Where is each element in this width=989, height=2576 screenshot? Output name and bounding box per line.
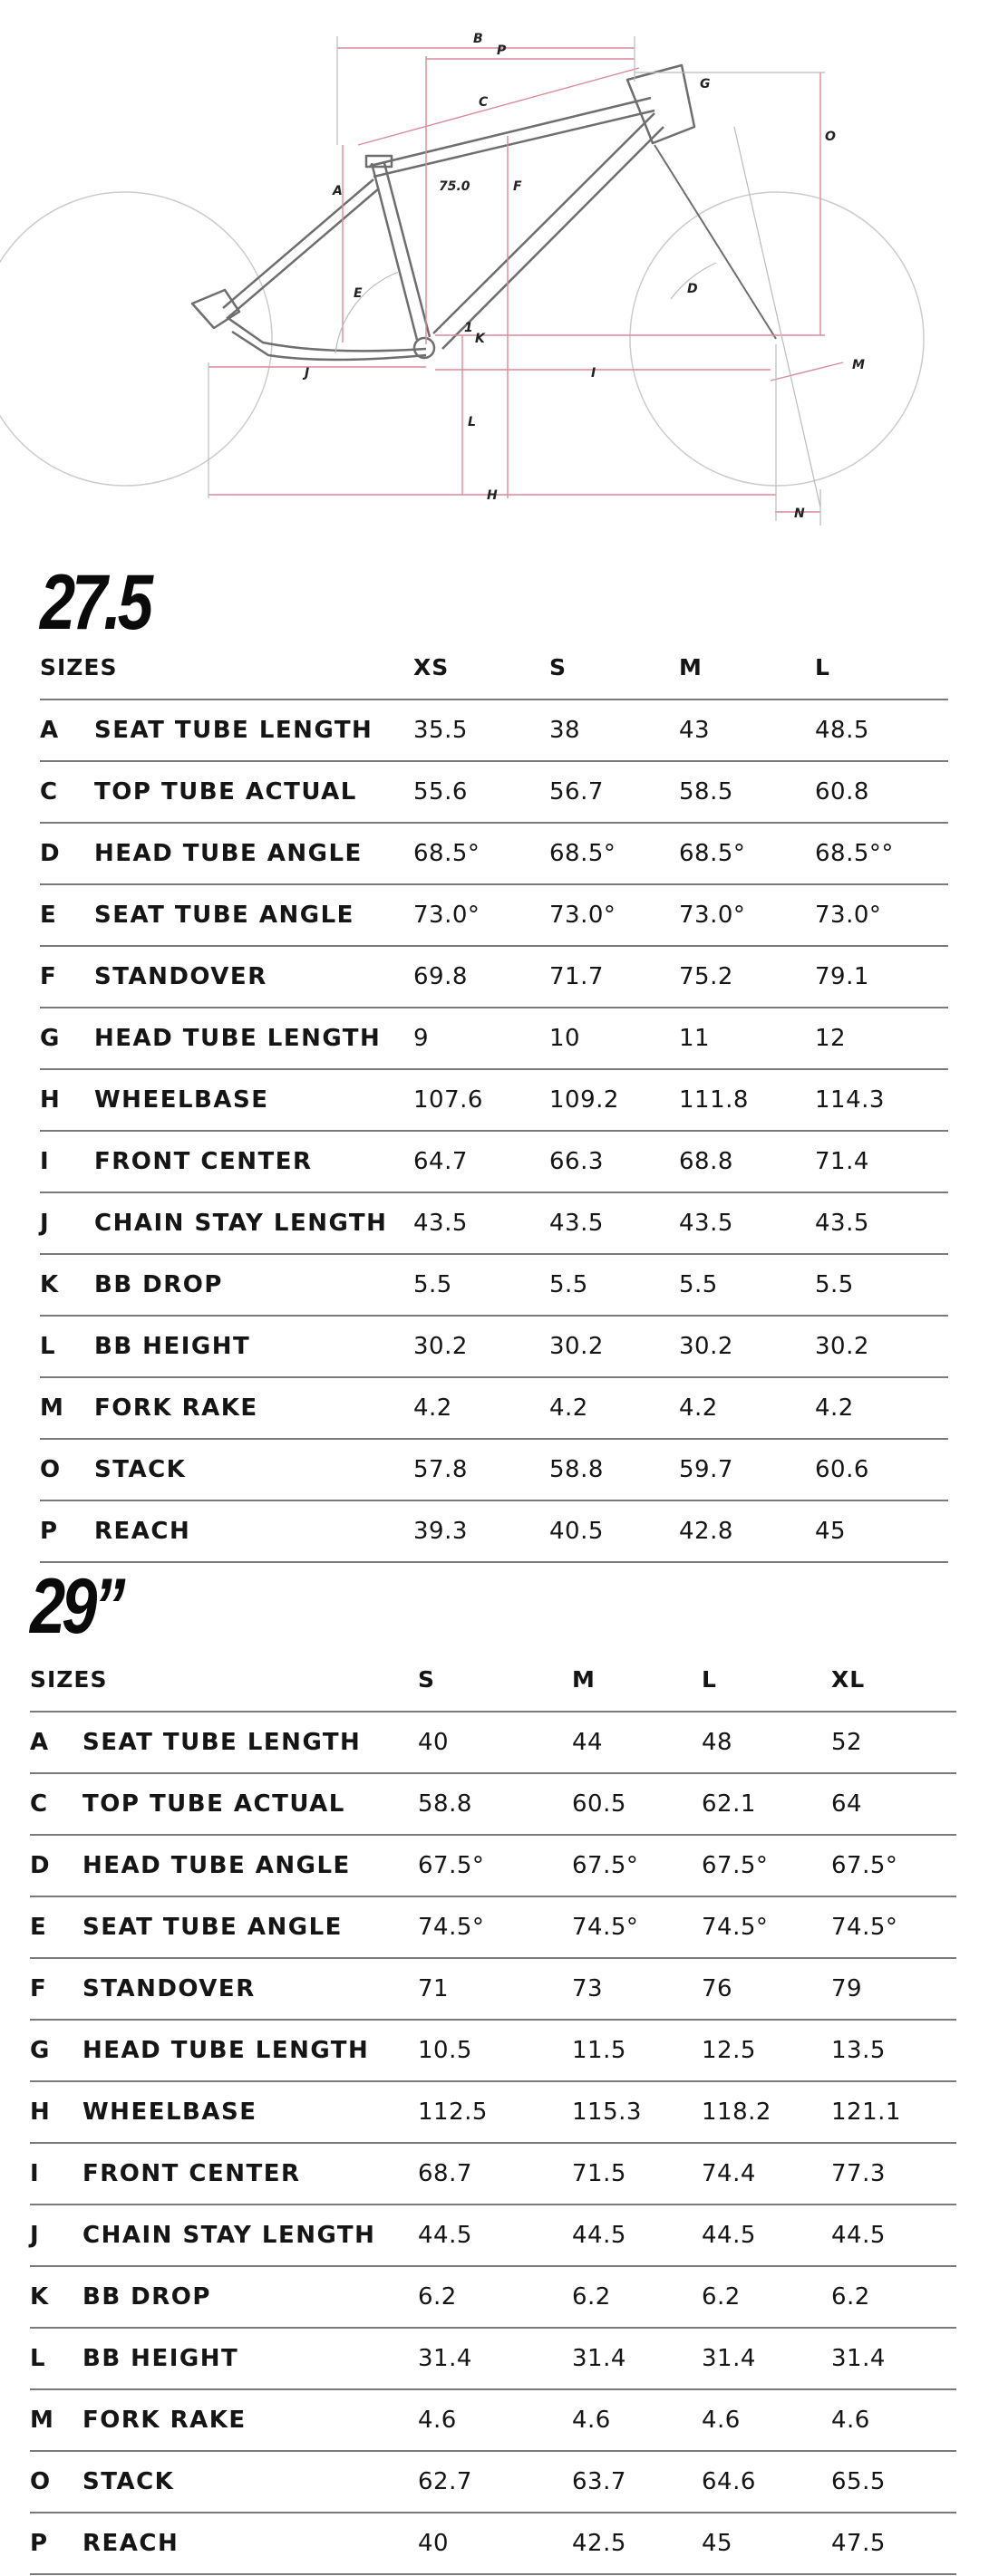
dimension-value: 67.5° xyxy=(572,1835,702,1896)
dimension-value: 30.2 xyxy=(679,1316,815,1377)
dimension-value: 44.5 xyxy=(418,2205,572,2266)
size-column-header: S xyxy=(418,1647,572,1712)
dimension-letter: D xyxy=(40,823,94,884)
dimension-value: 4.6 xyxy=(418,2389,572,2451)
dimension-name: STACK xyxy=(82,2451,418,2513)
size-column-header: M xyxy=(572,1647,702,1712)
dimension-letter: H xyxy=(30,2081,82,2143)
dimension-letter: K xyxy=(40,1254,94,1316)
table-row xyxy=(40,1008,948,1069)
size-column-header: S xyxy=(549,635,679,699)
dimension-name: REACH xyxy=(94,1500,413,1562)
dimension-value: 73.0° xyxy=(413,884,549,946)
dimension-value: 68.5° xyxy=(679,823,815,884)
dimension-name: FRONT CENTER xyxy=(94,1131,413,1192)
label-f: F xyxy=(513,179,522,194)
dimension-letter: C xyxy=(40,761,94,823)
dimension-name: BB DROP xyxy=(82,2266,418,2328)
dimension-name: HEAD TUBE LENGTH xyxy=(82,2020,418,2081)
dimension-value: 55.6 xyxy=(413,761,549,823)
size-column-header: L xyxy=(815,635,948,699)
dimension-value: 74.5° xyxy=(702,1896,831,1958)
dimension-value: 112.5 xyxy=(418,2081,572,2143)
dimension-value: 71 xyxy=(418,1958,572,2020)
table-row xyxy=(30,2205,956,2266)
section-title-27-5: 27.5 xyxy=(40,559,150,646)
dimension-value: 56.7 xyxy=(549,761,679,823)
dimension-letter: L xyxy=(40,1316,94,1377)
dimension-value: 47.5 xyxy=(831,2513,956,2574)
dimension-value: 71.4 xyxy=(815,1131,948,1192)
dimension-name: BB HEIGHT xyxy=(94,1316,413,1377)
dimension-value: 71.7 xyxy=(549,946,679,1008)
dimension-letter: F xyxy=(30,1958,82,2020)
dimension-value: 43 xyxy=(679,699,815,761)
table-row xyxy=(40,1069,948,1131)
bike-geometry-diagram xyxy=(0,0,989,526)
label-h: H xyxy=(487,488,498,503)
label-n: N xyxy=(794,507,805,521)
dimension-value: 67.5° xyxy=(418,1835,572,1896)
dimension-value: 31.4 xyxy=(702,2328,831,2389)
dimension-name: HEAD TUBE LENGTH xyxy=(94,1008,413,1069)
table-row xyxy=(30,2513,956,2574)
dimension-value: 44.5 xyxy=(572,2205,702,2266)
label-c: C xyxy=(479,95,489,110)
geometry-table-29 xyxy=(30,1647,956,2575)
front-wheel xyxy=(630,192,924,486)
dimension-name: SEAT TUBE LENGTH xyxy=(82,1712,418,1773)
size-column-header: XL xyxy=(831,1647,956,1712)
dimension-value: 43.5 xyxy=(815,1192,948,1254)
dimension-name: FORK RAKE xyxy=(94,1377,413,1439)
dimension-name: FORK RAKE xyxy=(82,2389,418,2451)
dimension-value: 115.3 xyxy=(572,2081,702,2143)
table-row xyxy=(30,2081,956,2143)
rear-wheel xyxy=(0,192,272,486)
dimension-letter: A xyxy=(40,699,94,761)
dimension-value: 107.6 xyxy=(413,1069,549,1131)
dimension-value: 73.0° xyxy=(815,884,948,946)
dimension-value: 58.8 xyxy=(418,1773,572,1835)
dimension-value: 64.6 xyxy=(702,2451,831,2513)
table-row xyxy=(40,946,948,1008)
dimension-name: TOP TUBE ACTUAL xyxy=(94,761,413,823)
geometry-table-27-5 xyxy=(40,635,948,1563)
label-g: G xyxy=(700,77,711,92)
dimension-value: 73 xyxy=(572,1958,702,2020)
dimension-value: 58.5 xyxy=(679,761,815,823)
dimension-name: TOP TUBE ACTUAL xyxy=(82,1773,418,1835)
dimension-value: 58.8 xyxy=(549,1439,679,1500)
dimension-value: 30.2 xyxy=(413,1316,549,1377)
dimension-value: 45 xyxy=(815,1500,948,1562)
dimension-letter: M xyxy=(30,2389,82,2451)
table-row xyxy=(40,761,948,823)
table-row xyxy=(40,1254,948,1316)
table-row xyxy=(30,1835,956,1896)
dimension-value: 65.5 xyxy=(831,2451,956,2513)
dimension-name: REACH xyxy=(82,2513,418,2574)
table-row xyxy=(40,699,948,761)
dimension-value: 79 xyxy=(831,1958,956,2020)
dimension-value: 45 xyxy=(702,2513,831,2574)
size-column-header: XS xyxy=(413,635,549,699)
dimension-value: 4.6 xyxy=(831,2389,956,2451)
dimension-value: 75.2 xyxy=(679,946,815,1008)
label-m: M xyxy=(852,358,865,372)
dimension-value: 109.2 xyxy=(549,1069,679,1131)
table-row xyxy=(40,1500,948,1562)
dimension-letter: I xyxy=(40,1131,94,1192)
dimension-value: 76 xyxy=(702,1958,831,2020)
dimension-value: 71.5 xyxy=(572,2143,702,2205)
dimension-value: 68.8 xyxy=(679,1131,815,1192)
dimension-value: 64 xyxy=(831,1773,956,1835)
dimension-value: 74.5° xyxy=(418,1896,572,1958)
dimension-value: 60.6 xyxy=(815,1439,948,1500)
table-row xyxy=(30,1773,956,1835)
dimension-value: 40 xyxy=(418,1712,572,1773)
dimension-value: 62.1 xyxy=(702,1773,831,1835)
dimension-value: 67.5° xyxy=(831,1835,956,1896)
table-row xyxy=(40,1316,948,1377)
dimension-value: 13.5 xyxy=(831,2020,956,2081)
dimension-value: 10 xyxy=(549,1008,679,1069)
table-row xyxy=(30,1896,956,1958)
dimension-letter: A xyxy=(30,1712,82,1773)
dimension-letter: K xyxy=(30,2266,82,2328)
dimension-value: 77.3 xyxy=(831,2143,956,2205)
dimension-letter: J xyxy=(40,1192,94,1254)
dimension-name: HEAD TUBE ANGLE xyxy=(94,823,413,884)
dimension-value: 73.0° xyxy=(549,884,679,946)
dimension-name: SEAT TUBE LENGTH xyxy=(94,699,413,761)
label-one: 1 xyxy=(464,321,473,335)
dimension-value: 4.6 xyxy=(702,2389,831,2451)
dimension-name: CHAIN STAY LENGTH xyxy=(82,2205,418,2266)
dimension-name: BB HEIGHT xyxy=(82,2328,418,2389)
dimension-value: 60.8 xyxy=(815,761,948,823)
dimension-value: 79.1 xyxy=(815,946,948,1008)
dimension-value: 48.5 xyxy=(815,699,948,761)
dimension-value: 66.3 xyxy=(549,1131,679,1192)
table-row xyxy=(40,823,948,884)
dimension-value: 12 xyxy=(815,1008,948,1069)
dimension-value: 44.5 xyxy=(702,2205,831,2266)
dimension-letter: G xyxy=(30,2020,82,2081)
dimension-value: 4.2 xyxy=(413,1377,549,1439)
table-row xyxy=(40,1131,948,1192)
dimension-value: 60.5 xyxy=(572,1773,702,1835)
dimension-value: 68.5°° xyxy=(815,823,948,884)
size-column-header: M xyxy=(679,635,815,699)
dimension-value: 31.4 xyxy=(572,2328,702,2389)
dimension-value: 64.7 xyxy=(413,1131,549,1192)
dimension-letter: L xyxy=(30,2328,82,2389)
dimension-value: 43.5 xyxy=(679,1192,815,1254)
dimension-value: 68.5° xyxy=(549,823,679,884)
dimension-value: 31.4 xyxy=(418,2328,572,2389)
dimension-value: 40 xyxy=(418,2513,572,2574)
dimension-value: 12.5 xyxy=(702,2020,831,2081)
size-column-header: L xyxy=(702,1647,831,1712)
dimension-value: 4.2 xyxy=(549,1377,679,1439)
dimension-letter: C xyxy=(30,1773,82,1835)
table-row xyxy=(40,1192,948,1254)
label-e: E xyxy=(354,286,363,301)
sizes-label: SIZES xyxy=(30,1647,418,1712)
dimension-value: 74.5° xyxy=(831,1896,956,1958)
dimension-value: 74.5° xyxy=(572,1896,702,1958)
sizes-label: SIZES xyxy=(40,635,413,699)
table-row xyxy=(30,1958,956,2020)
dimension-value: 9 xyxy=(413,1008,549,1069)
dimension-letter: P xyxy=(30,2513,82,2574)
label-i: I xyxy=(591,366,596,381)
dimension-letter: D xyxy=(30,1835,82,1896)
table-row xyxy=(30,2020,956,2081)
label-angle: 75.0 xyxy=(439,179,470,194)
table-row xyxy=(30,2389,956,2451)
dimension-value: 5.5 xyxy=(679,1254,815,1316)
label-d: D xyxy=(687,282,698,296)
dimension-value: 30.2 xyxy=(549,1316,679,1377)
dimension-name: SEAT TUBE ANGLE xyxy=(82,1896,418,1958)
fork xyxy=(654,145,776,339)
dimension-value: 6.2 xyxy=(572,2266,702,2328)
table-header-row xyxy=(40,635,948,699)
label-o: O xyxy=(825,130,836,144)
frame xyxy=(192,65,694,360)
dimension-value: 43.5 xyxy=(549,1192,679,1254)
dimension-value: 10.5 xyxy=(418,2020,572,2081)
table-row xyxy=(40,1439,948,1500)
dimension-letter: O xyxy=(40,1439,94,1500)
label-j: J xyxy=(305,366,310,381)
dimension-value: 5.5 xyxy=(549,1254,679,1316)
dimension-name: BB DROP xyxy=(94,1254,413,1316)
dimension-name: SEAT TUBE ANGLE xyxy=(94,884,413,946)
dimension-letter: F xyxy=(40,946,94,1008)
label-k: K xyxy=(475,332,485,346)
dimension-value: 6.2 xyxy=(418,2266,572,2328)
dimension-value: 42.5 xyxy=(572,2513,702,2574)
dimension-value: 63.7 xyxy=(572,2451,702,2513)
dimension-value: 4.2 xyxy=(679,1377,815,1439)
table-row xyxy=(30,2328,956,2389)
dimension-value: 44.5 xyxy=(831,2205,956,2266)
dimension-value: 68.7 xyxy=(418,2143,572,2205)
dimension-value: 38 xyxy=(549,699,679,761)
dimension-value: 121.1 xyxy=(831,2081,956,2143)
dimension-name: STACK xyxy=(94,1439,413,1500)
dimension-name: HEAD TUBE ANGLE xyxy=(82,1835,418,1896)
table-row xyxy=(30,2143,956,2205)
dimension-value: 48 xyxy=(702,1712,831,1773)
dimension-value: 68.5° xyxy=(413,823,549,884)
dimension-value: 42.8 xyxy=(679,1500,815,1562)
dimension-value: 59.7 xyxy=(679,1439,815,1500)
dimension-letter: P xyxy=(40,1500,94,1562)
dimension-value: 114.3 xyxy=(815,1069,948,1131)
table-row xyxy=(30,2266,956,2328)
dimension-value: 44 xyxy=(572,1712,702,1773)
dimension-name: WHEELBASE xyxy=(94,1069,413,1131)
dimension-value: 6.2 xyxy=(702,2266,831,2328)
table-row xyxy=(30,1712,956,1773)
dimension-value: 5.5 xyxy=(413,1254,549,1316)
dimension-name: WHEELBASE xyxy=(82,2081,418,2143)
dimension-letter: O xyxy=(30,2451,82,2513)
dimension-value: 6.2 xyxy=(831,2266,956,2328)
section-title-29: 29” xyxy=(30,1563,122,1650)
dimension-letter: E xyxy=(30,1896,82,1958)
dimension-name: STANDOVER xyxy=(82,1958,418,2020)
label-p: P xyxy=(497,43,507,58)
dimension-value: 111.8 xyxy=(679,1069,815,1131)
dimension-value: 5.5 xyxy=(815,1254,948,1316)
table-header-row xyxy=(30,1647,956,1712)
dimension-value: 43.5 xyxy=(413,1192,549,1254)
dimension-value: 35.5 xyxy=(413,699,549,761)
dimension-value: 57.8 xyxy=(413,1439,549,1500)
label-l: L xyxy=(468,415,476,429)
dimension-value: 73.0° xyxy=(679,884,815,946)
dimension-name: CHAIN STAY LENGTH xyxy=(94,1192,413,1254)
dimension-name: STANDOVER xyxy=(94,946,413,1008)
dimension-value: 62.7 xyxy=(418,2451,572,2513)
dimension-value: 52 xyxy=(831,1712,956,1773)
dimension-value: 11.5 xyxy=(572,2020,702,2081)
label-b: B xyxy=(473,32,483,46)
dimension-value: 4.6 xyxy=(572,2389,702,2451)
dimension-value: 39.3 xyxy=(413,1500,549,1562)
dimension-value: 31.4 xyxy=(831,2328,956,2389)
dimension-name: FRONT CENTER xyxy=(82,2143,418,2205)
dimension-value: 40.5 xyxy=(549,1500,679,1562)
dimension-letter: I xyxy=(30,2143,82,2205)
dimension-value: 30.2 xyxy=(815,1316,948,1377)
dimension-value: 69.8 xyxy=(413,946,549,1008)
dimension-value: 118.2 xyxy=(702,2081,831,2143)
dimension-value: 74.4 xyxy=(702,2143,831,2205)
label-a: A xyxy=(333,184,343,198)
dimension-letter: J xyxy=(30,2205,82,2266)
dimension-letter: H xyxy=(40,1069,94,1131)
dimension-value: 11 xyxy=(679,1008,815,1069)
table-row xyxy=(30,2451,956,2513)
dimension-letter: G xyxy=(40,1008,94,1069)
table-row xyxy=(40,1377,948,1439)
table-row xyxy=(40,884,948,946)
dimension-value: 4.2 xyxy=(815,1377,948,1439)
dimension-letter: E xyxy=(40,884,94,946)
dimension-letter: M xyxy=(40,1377,94,1439)
dimension-value: 67.5° xyxy=(702,1835,831,1896)
